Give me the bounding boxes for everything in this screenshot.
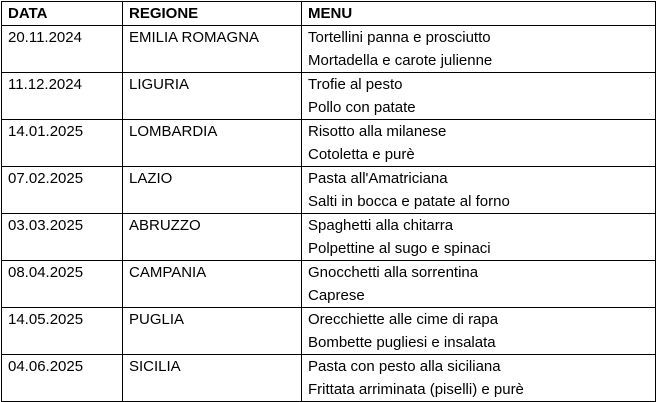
table-row xyxy=(2,167,656,214)
date-cell: 08.04.2025 xyxy=(2,261,123,308)
first-course: Tortellini panna e prosciutto xyxy=(308,29,491,46)
column-header-data: DATA xyxy=(2,2,123,26)
region-cell: CAMPANIA xyxy=(123,261,302,308)
second-course: Mortadella e carote julienne xyxy=(308,52,493,69)
region-cell: PUGLIA xyxy=(123,308,302,355)
date-cell: 03.03.2025 xyxy=(2,214,123,261)
region-cell: EMILIA ROMAGNA xyxy=(123,26,302,73)
date-cell: 20.11.2024 xyxy=(2,26,123,73)
menu-cell xyxy=(302,26,656,73)
table-row xyxy=(2,308,656,355)
menu-cell xyxy=(302,120,656,167)
menu-cell xyxy=(302,73,656,120)
first-course: Orecchiette alle cime di rapa xyxy=(308,311,499,328)
date-cell: 14.05.2025 xyxy=(2,308,123,355)
table-row xyxy=(2,73,656,120)
region-cell: SICILIA xyxy=(123,355,302,402)
second-course: Salti in bocca e patate al forno xyxy=(308,193,510,210)
first-course: Trofie al pesto xyxy=(308,76,403,93)
region-cell: LIGURIA xyxy=(123,73,302,120)
table-row xyxy=(2,355,656,402)
date-cell: 07.02.2025 xyxy=(2,167,123,214)
region-cell: LAZIO xyxy=(123,167,302,214)
date-cell: 11.12.2024 xyxy=(2,73,123,120)
date-cell: 04.06.2025 xyxy=(2,355,123,402)
column-header-menu: MENU xyxy=(302,2,656,26)
second-course: Caprese xyxy=(308,287,365,304)
menu-cell xyxy=(302,167,656,214)
menu-cell xyxy=(302,355,656,402)
column-header-regione: REGIONE xyxy=(123,2,302,26)
first-course: Pasta con pesto alla siciliana xyxy=(308,358,501,375)
menu-table xyxy=(1,1,656,402)
second-course: Bombette pugliesi e insalata xyxy=(308,334,496,351)
first-course: Spaghetti alla chitarra xyxy=(308,217,454,234)
first-course: Pasta all'Amatriciana xyxy=(308,170,448,187)
table-row xyxy=(2,26,656,73)
header-row xyxy=(2,2,656,26)
first-course: Gnocchetti alla sorrentina xyxy=(308,264,479,281)
region-cell: ABRUZZO xyxy=(123,214,302,261)
region-cell: LOMBARDIA xyxy=(123,120,302,167)
second-course: Frittata arriminata (piselli) e purè xyxy=(308,381,524,398)
second-course: Polpettine al sugo e spinaci xyxy=(308,240,491,257)
date-cell: 14.01.2025 xyxy=(2,120,123,167)
menu-cell xyxy=(302,308,656,355)
menu-cell xyxy=(302,214,656,261)
table-row xyxy=(2,214,656,261)
second-course: Pollo con patate xyxy=(308,99,416,116)
table-row xyxy=(2,120,656,167)
first-course: Risotto alla milanese xyxy=(308,123,447,140)
second-course: Cotoletta e purè xyxy=(308,146,415,163)
menu-cell xyxy=(302,261,656,308)
table-row xyxy=(2,261,656,308)
